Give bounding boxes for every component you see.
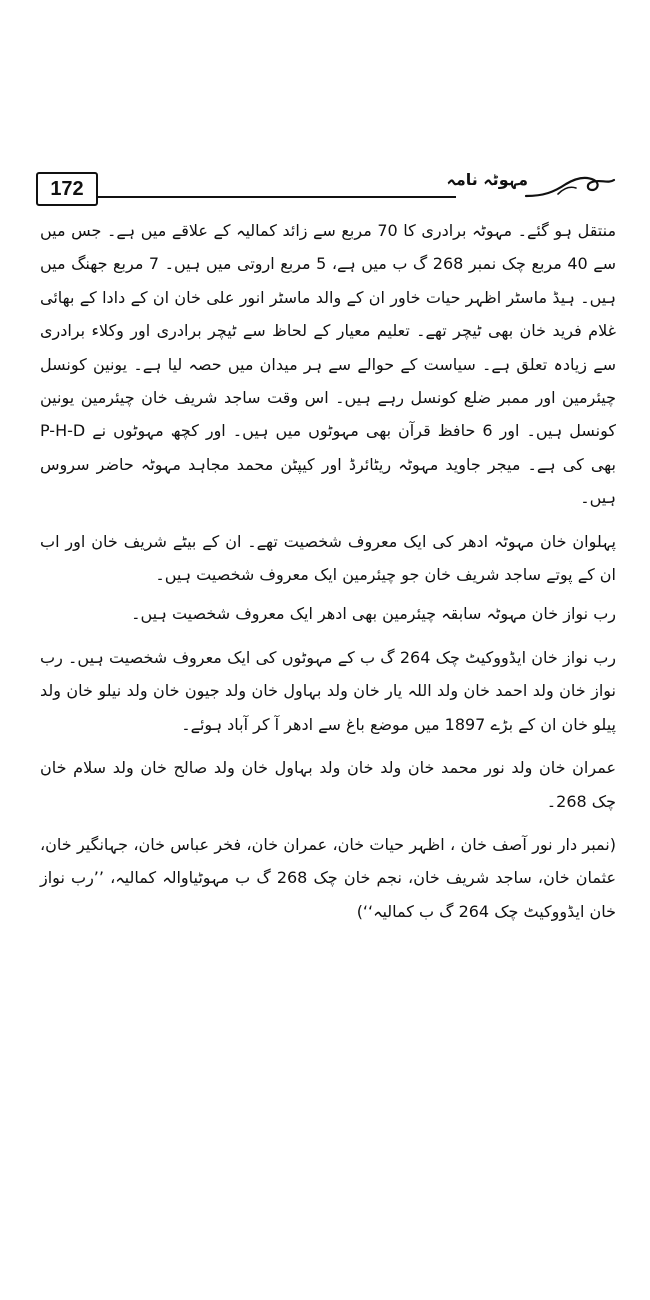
paragraph-3: رب نواز خان مہوٹہ سابقہ چیئرمین بھی ادھر ایک معروف شخصیت ہیں۔: [131, 604, 616, 624]
paragraph-5: عمران خان ولد نور محمد خان ولد خان ولد بہاول خان ولد صالح خان ولد سلام خان چک 268۔: [40, 758, 616, 811]
paragraph-4: رب نواز خان ایڈووکیٹ چک 264 گ ب کے مہوٹوں کی ایک معروف شخصیت ہیں۔ رب نواز خان ولد احمد خان ولد اللہ یار خان ولد بہاول خان ولد جیون خان ولد نیلو خان ولد پیلو خان ان کے بڑے 1897 میں موضع باغ سے ادھر آ کر آباد ہوئے۔: [40, 647, 616, 734]
page-header: [36, 170, 616, 210]
paragraph-1: منتقل ہو گئے۔ مہوٹہ برادری کا 70 مربع سے زائد کمالیہ کے علاقے میں ہے۔ جس میں سے 40 مربع چک نمبر 268 گ ب میں ہے، 5 مربع اروتی میں ہیں۔ 7 مربع جھنگ میں ہیں۔ ہیڈ ماسٹر اظہر حیات خاور ان کے والد ماسٹر انور علی خان ان کے دادا کے بھائی غلام فرید خان بھی ٹیچر تھے۔ تعلیم معیار کے لحاظ سے ٹیچر برادری اور وکلاء برادری سے زیادہ تعلق ہے۔ سیاست کے حوالے سے ہر میدان میں حصہ لیا ہے۔ یونین کونسل چیئرمین اور ممبر ضلع کونسل رہے ہیں۔ اس وقت ساجد شریف خان چیئرمین یونین کونسل ہیں۔ اور 6 حافظ قرآن بھی مہوٹوں میں ہیں۔ اور کچھ مہوٹوں نے P-H-D بھی کی ہے۔ میجر جاوید مہوٹہ ریٹائرڈ اور کیپٹن محمد مجاہد مہوٹہ حاضر سروس ہیں۔: [40, 221, 617, 508]
page-body: [40, 214, 616, 938]
calligraphic-swirl-icon: [524, 172, 616, 202]
paragraph-6: (نمبر دار نور آصف خان ، اظہر حیات خان، عمران خان، فخر عباس خان، جہانگیر خان، عثمان خان، ساجد شریف خان، نجم خان چک 268 گ ب مہوٹیاوالہ کمالیہ، ’’رب نواز خان ایڈووکیٹ چک 264 گ ب کمالیہ‘‘): [40, 834, 616, 921]
paragraph-2: پہلوان خان مہوٹہ ادھر کی ایک معروف شخصیت تھے۔ ان کے بیٹے شریف خان اور اب ان کے پوتے ساجد شریف خان جو چیئرمین ایک معروف شخصیت ہیں۔: [40, 531, 616, 585]
page-number: 172: [36, 172, 98, 206]
header-rule: [98, 196, 456, 198]
book-title: مہوٹہ نامہ: [446, 170, 528, 189]
